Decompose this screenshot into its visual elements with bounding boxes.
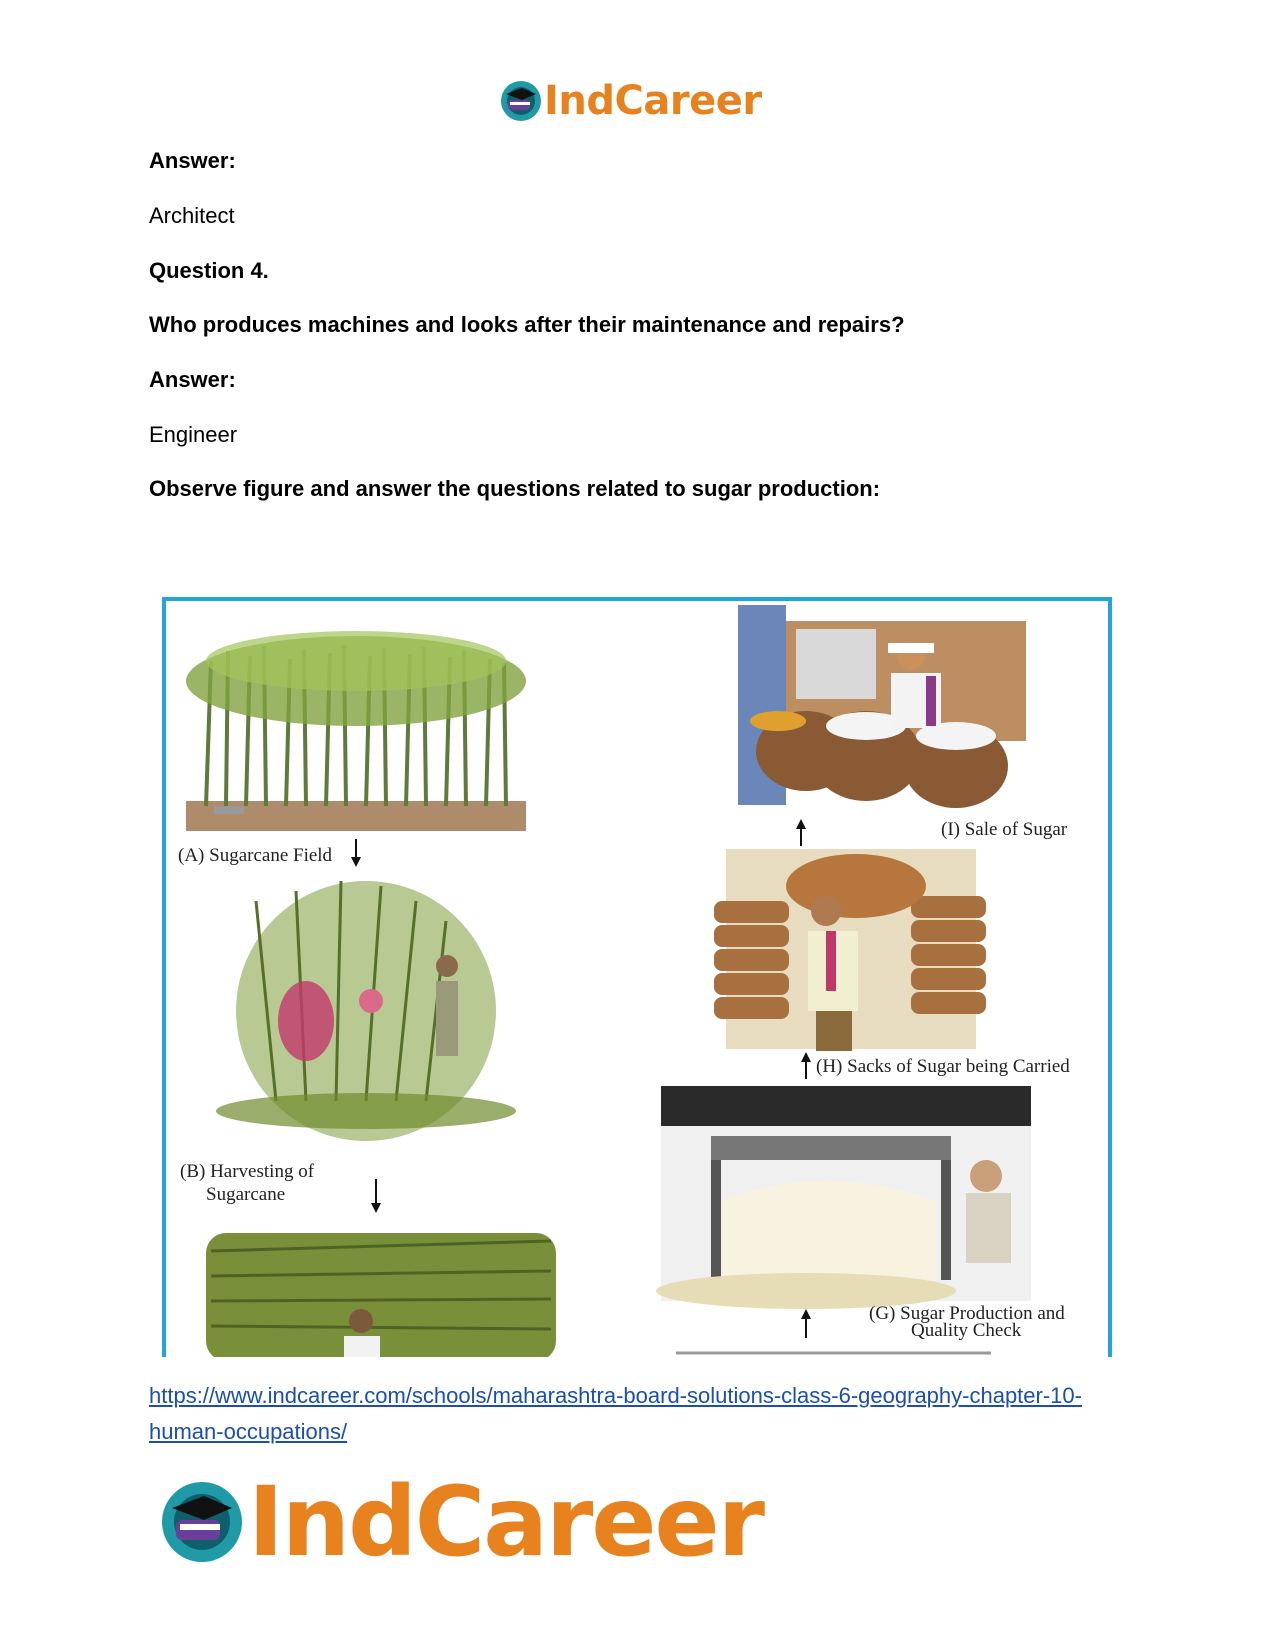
caption-sacks-carried: (H) Sacks of Sugar being Carried bbox=[816, 1056, 1070, 1077]
source-url-line2[interactable]: human-occupations/ bbox=[149, 1419, 348, 1444]
header-logo-text: IndCareer bbox=[544, 78, 762, 124]
harvesting-illustration bbox=[216, 881, 516, 1141]
question-label: Question 4. bbox=[149, 258, 269, 283]
sugarcane-field-illustration bbox=[186, 631, 526, 831]
graduation-book-icon bbox=[500, 80, 542, 122]
footer-logo bbox=[160, 1466, 763, 1578]
sugar-production-illustration bbox=[656, 1086, 1031, 1309]
header-logo bbox=[500, 78, 762, 124]
answer-text: Engineer bbox=[149, 422, 238, 447]
sacks-carried-illustration bbox=[714, 849, 986, 1051]
caption-sugar-production-line2: Quality Check bbox=[911, 1320, 1022, 1341]
question-text: Who produces machines and looks after their maintenance and repairs? bbox=[149, 312, 905, 337]
instruction-text: Observe figure and answer the questions related to sugar production: bbox=[149, 476, 881, 501]
source-url-link[interactable] bbox=[149, 1378, 1149, 1450]
sale-of-sugar-illustration bbox=[738, 605, 1026, 808]
footer-logo-text: IndCareer bbox=[248, 1466, 763, 1578]
caption-sugarcane-field: (A) Sugarcane Field bbox=[178, 845, 333, 866]
answer-text: Architect bbox=[149, 203, 235, 228]
sugar-production-figure bbox=[162, 597, 1112, 1357]
figure-illustrations bbox=[166, 601, 1112, 1357]
caption-sale-of-sugar: (I) Sale of Sugar bbox=[941, 819, 1068, 840]
caption-harvesting-line1: (B) Harvesting of bbox=[180, 1161, 315, 1182]
graduation-book-icon bbox=[160, 1480, 244, 1564]
answer-label: Answer: bbox=[149, 367, 236, 392]
answer-label: Answer: bbox=[149, 148, 236, 173]
sugarcane-bundle-illustration bbox=[206, 1233, 556, 1357]
caption-harvesting-line2: Sugarcane bbox=[206, 1184, 286, 1205]
source-url-line1[interactable]: https://www.indcareer.com/schools/maharashtra-board-solutions-class-6-geography-chapter-10- bbox=[149, 1383, 1082, 1408]
caption-sugar-production-line1: (G) Sugar Production and bbox=[869, 1303, 1065, 1324]
